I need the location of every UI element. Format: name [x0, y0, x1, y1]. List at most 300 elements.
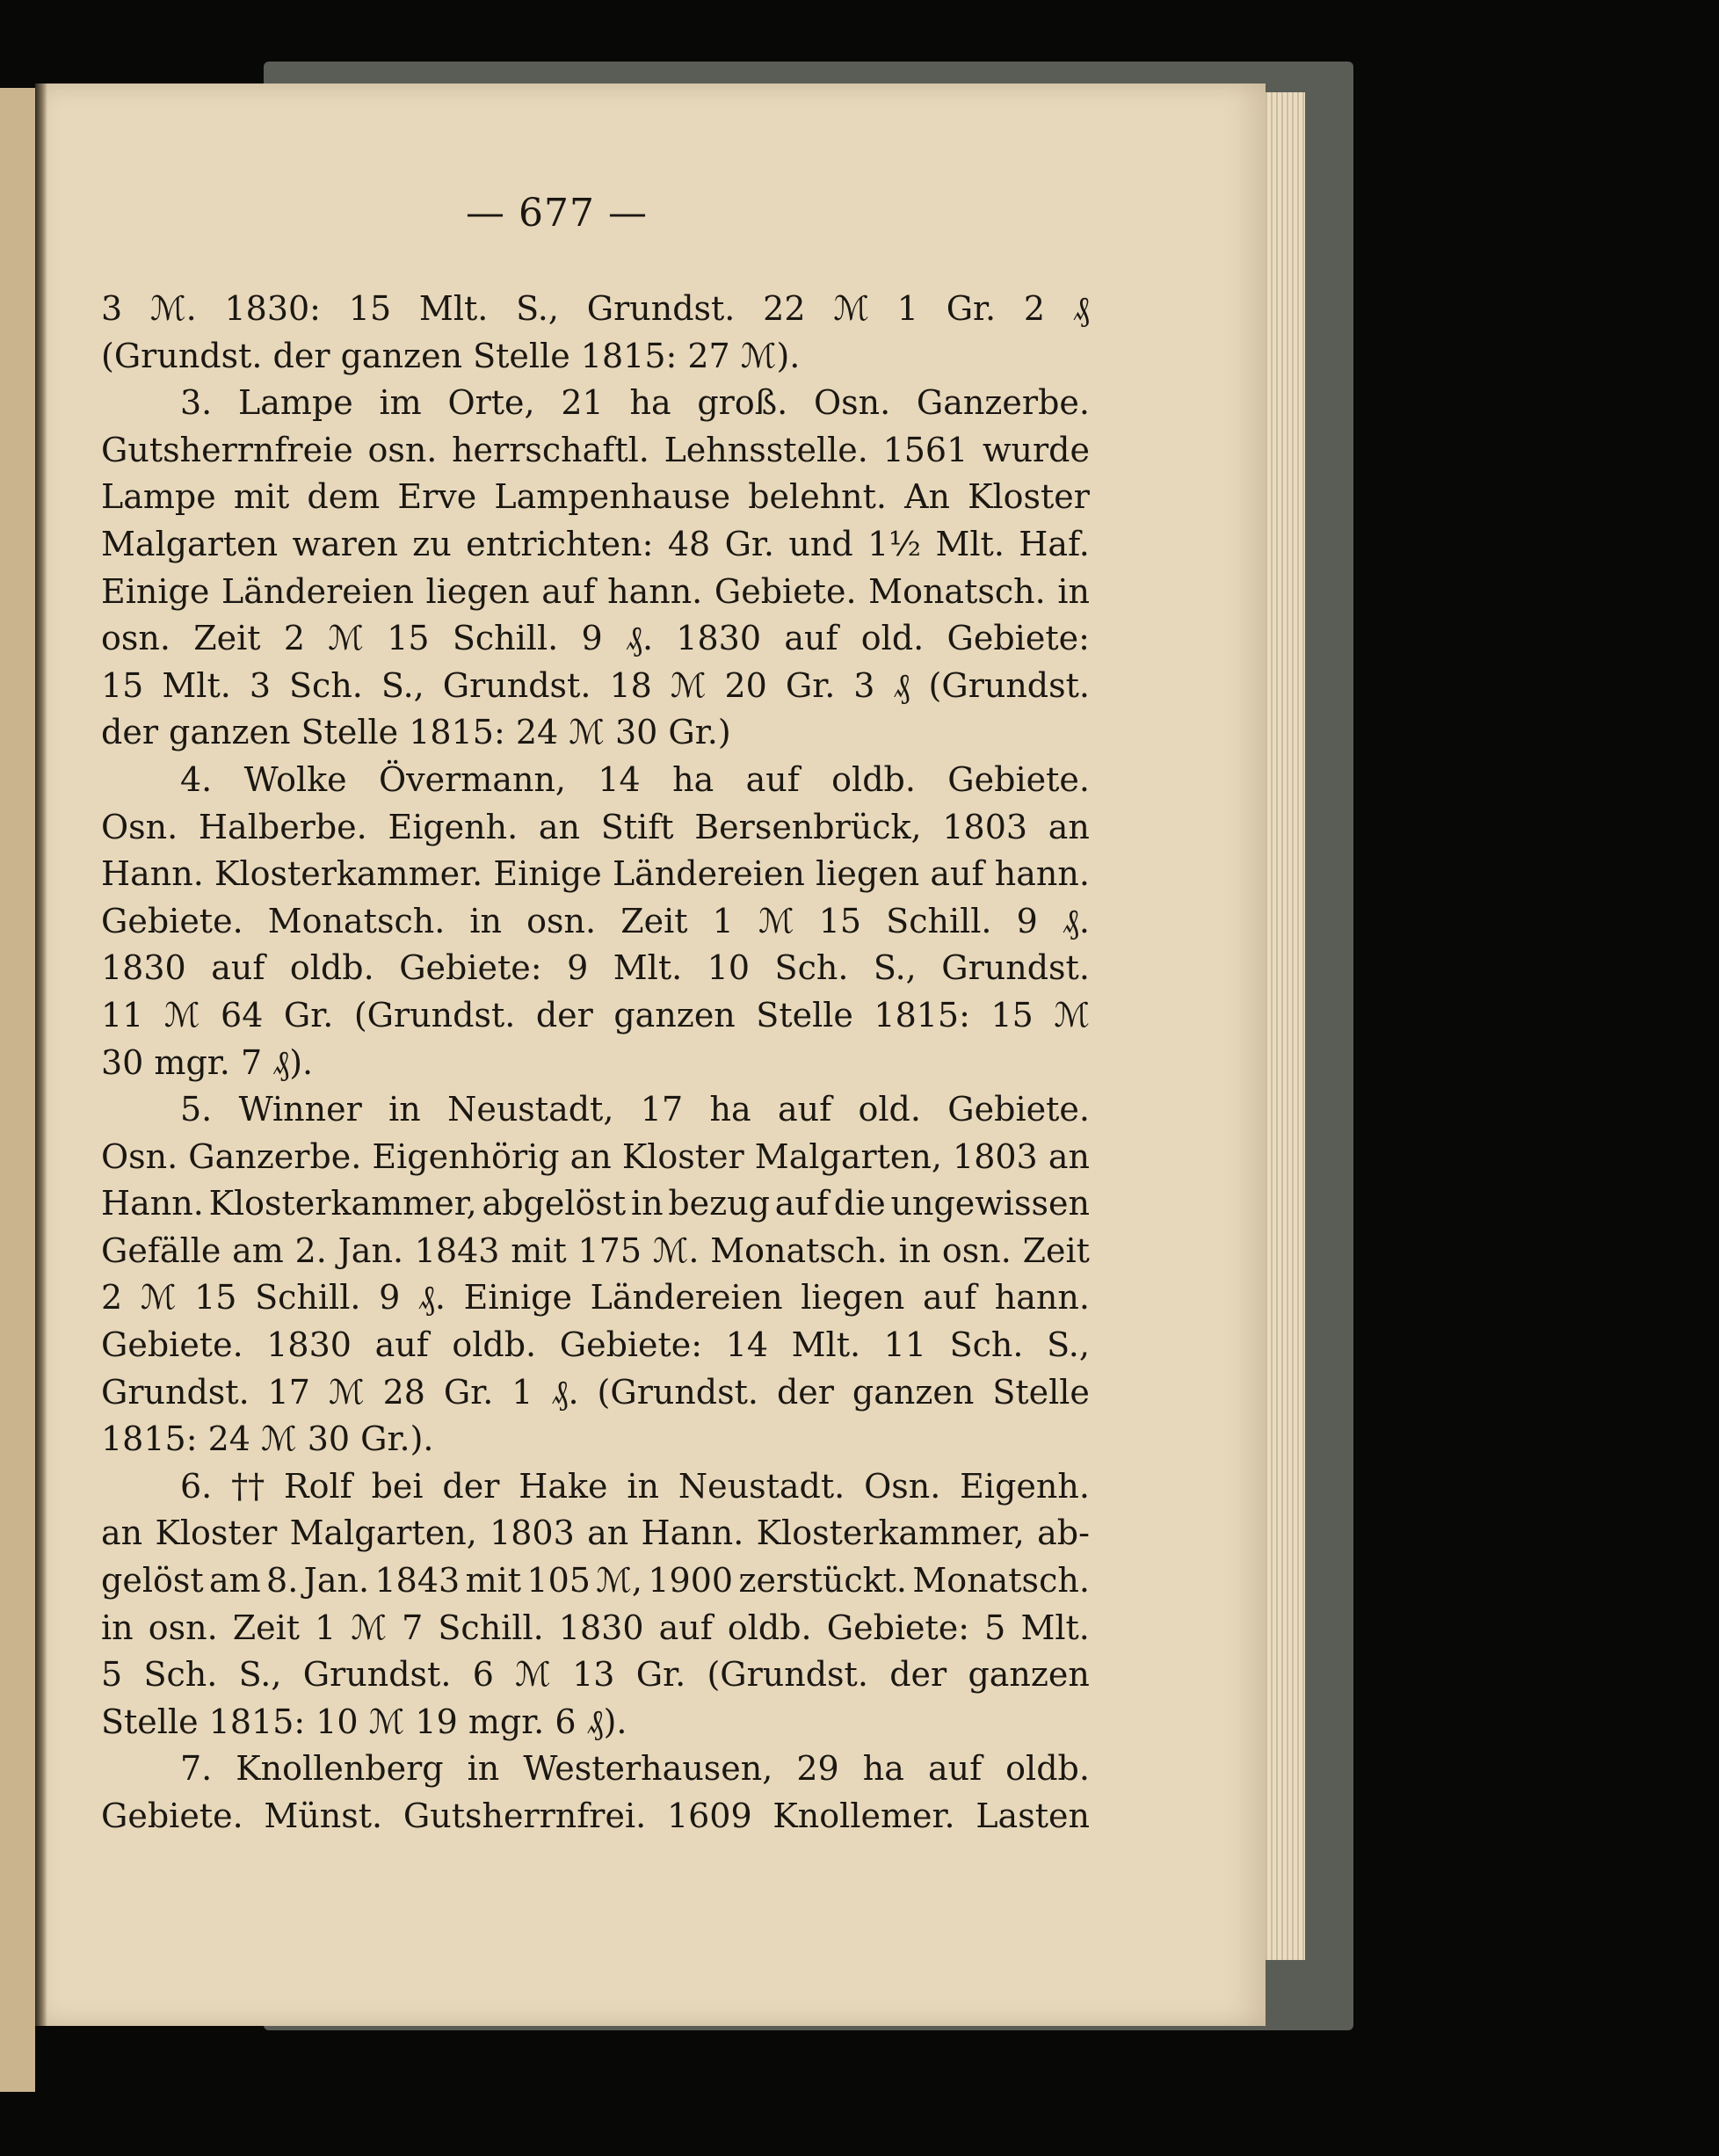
text-word: Sch. — [143, 1655, 218, 1695]
text-word: (Grundst. — [707, 1655, 868, 1695]
text-word: Grundst. — [442, 665, 591, 705]
text-word: Wolke — [243, 759, 347, 799]
text-word: Ländereien — [221, 571, 414, 611]
text-word: Ländereien — [590, 1278, 783, 1318]
text-word: S., — [516, 289, 559, 328]
text-word: ℳ, — [596, 1561, 642, 1601]
text-word: Lampe — [238, 383, 353, 423]
text-line — [101, 663, 1090, 710]
text-word: 2 — [101, 1278, 123, 1318]
text-line — [101, 427, 1090, 475]
text-word: 9 — [1016, 901, 1038, 940]
text-word: herrschaftl. — [452, 430, 649, 469]
text-word: entrichten: — [466, 524, 654, 563]
text-word: Osn. — [864, 1466, 941, 1506]
text-word: an — [587, 1514, 629, 1553]
text-word: Malgarten, — [289, 1514, 477, 1553]
text-word: 5 — [101, 1655, 123, 1695]
text-word: 7. — [180, 1749, 213, 1789]
text-line — [101, 851, 1090, 898]
text-word: (Grundst. — [353, 995, 516, 1034]
text-word: 6 — [472, 1655, 494, 1695]
text-word: 1803 — [953, 1136, 1038, 1176]
text-word: der — [889, 1655, 947, 1695]
text-word: 1803 — [490, 1514, 575, 1553]
text-line — [101, 1510, 1090, 1557]
text-word: Kloster — [155, 1514, 278, 1553]
text-word: 1830 — [676, 619, 762, 658]
text-word: Hake — [519, 1466, 608, 1506]
text-word: 10 — [707, 948, 751, 988]
text-word: Haf. — [1019, 524, 1090, 563]
text-word: ₰. — [625, 619, 654, 658]
text-word: Stift — [600, 807, 674, 846]
text-word: 5. — [180, 1090, 213, 1129]
text-word: ℳ — [328, 1372, 365, 1412]
text-line-content: der ganzen Stelle 1815: 24 ℳ 30 Gr.) — [101, 713, 731, 752]
text-word: Zeit — [620, 901, 688, 940]
text-word: ha — [709, 1090, 751, 1129]
text-word: 1830 — [266, 1325, 352, 1365]
text-line-content: Stelle 1815: 10 ℳ 19 mgr. 6 ₰). — [101, 1702, 627, 1741]
text-word: in — [388, 1090, 421, 1129]
text-word: ₰ — [1072, 289, 1090, 328]
text-line — [101, 1463, 1090, 1511]
text-word: ℳ — [1054, 995, 1090, 1034]
text-word: Gr. — [946, 289, 997, 328]
text-word: 22 — [763, 289, 806, 328]
text-word: 1843 — [414, 1230, 500, 1270]
text-word: ₰. — [551, 1372, 579, 1412]
text-line — [101, 1228, 1090, 1275]
text-word: der — [535, 995, 593, 1034]
text-word: osn. — [367, 430, 438, 469]
text-word: mit — [233, 477, 290, 517]
text-word: An — [904, 477, 951, 517]
text-word: 1843 — [374, 1561, 461, 1601]
text-word: 1 — [511, 1372, 533, 1412]
text-word: liegen — [801, 1278, 905, 1318]
text-word: ℳ — [351, 1608, 388, 1647]
text-word: 3 — [249, 665, 271, 705]
text-word: 15 — [194, 1278, 237, 1318]
page-number: — 677 — — [466, 191, 648, 236]
text-word: ha — [672, 759, 714, 799]
text-word: 9 — [567, 948, 589, 988]
text-word: 15 — [348, 289, 392, 328]
text-word: 15 — [101, 665, 144, 705]
text-word: Westerhausen, — [523, 1749, 773, 1789]
text-line — [101, 474, 1090, 521]
text-line — [101, 1086, 1090, 1134]
text-word: Övermann, — [379, 759, 567, 799]
text-line — [101, 709, 1090, 757]
text-word: auf — [922, 1278, 977, 1318]
text-word: Gebiete. — [101, 901, 243, 940]
text-word: in — [627, 1466, 660, 1506]
text-word: an — [1048, 807, 1090, 846]
text-word: Hann. — [641, 1514, 744, 1553]
text-line — [101, 1746, 1090, 1793]
text-word: hann. — [607, 571, 703, 611]
text-word: osn. — [526, 901, 597, 940]
text-word: Sch. — [949, 1325, 1024, 1365]
text-word: 3 — [101, 289, 123, 328]
text-word: 48 — [667, 524, 711, 563]
text-line — [101, 569, 1090, 616]
text-word: 14 — [725, 1325, 769, 1365]
text-word: 175 — [577, 1230, 642, 1270]
text-word: Mlt. — [162, 665, 231, 705]
text-word: osn. — [148, 1608, 218, 1647]
text-word: Monatsch. — [868, 571, 1046, 611]
body-text — [101, 286, 1090, 1840]
text-word: groß. — [697, 383, 788, 423]
text-word: Einige — [101, 571, 210, 611]
text-line — [101, 757, 1090, 804]
text-word: 5 — [984, 1608, 1006, 1647]
text-word: 15 — [990, 995, 1034, 1034]
text-word: Zeit — [193, 619, 261, 658]
text-word: und — [788, 524, 853, 563]
text-line — [101, 1134, 1090, 1181]
text-word: Gebiete. — [714, 571, 857, 611]
text-word: (Grundst. — [928, 665, 1090, 705]
text-word: osn. — [101, 619, 170, 658]
text-word: Gr. — [724, 524, 775, 563]
text-word: in — [898, 1230, 932, 1270]
text-word: wurde — [983, 430, 1090, 469]
text-word: in — [469, 901, 503, 940]
text-word: Schill. — [886, 901, 992, 940]
text-word: Rolf — [283, 1466, 352, 1506]
text-word: Gefälle — [101, 1230, 221, 1270]
text-word: Kloster — [621, 1136, 744, 1176]
text-word: Lehnsstelle. — [664, 430, 868, 469]
text-line — [101, 1040, 1090, 1087]
text-word: Monatsch. — [710, 1230, 888, 1270]
text-word: in — [1057, 571, 1090, 611]
text-word: ℳ — [328, 619, 364, 658]
text-word: oldb. — [1005, 1749, 1090, 1789]
text-word: 2 — [283, 619, 306, 658]
text-word: Klosterkammer, — [208, 1184, 477, 1223]
text-word: Hann. — [101, 854, 204, 894]
text-word: Ländereien — [612, 854, 805, 894]
text-word: 64 — [221, 995, 264, 1034]
text-word: Lasten — [976, 1797, 1090, 1835]
text-word: gelöst — [101, 1561, 204, 1601]
text-word: 1803 — [942, 807, 1028, 846]
text-word: 13 — [572, 1655, 615, 1695]
text-word: liegen — [816, 854, 920, 894]
text-word: Stelle — [756, 995, 853, 1034]
text-word: old. — [858, 1090, 921, 1129]
text-word: 2 — [1023, 289, 1046, 328]
text-word: abgelöst — [482, 1184, 627, 1223]
text-word: 3. — [180, 383, 213, 423]
text-word: ab- — [1037, 1514, 1090, 1553]
text-word: Gebiete. — [101, 1325, 243, 1365]
text-word: 11 — [883, 1325, 927, 1365]
text-line — [101, 945, 1090, 992]
text-word: Monatsch. — [267, 901, 446, 940]
text-word: 15 — [818, 901, 862, 940]
text-word: Gebiete: — [399, 948, 542, 988]
text-word: Mlt. — [1020, 1608, 1090, 1647]
text-word: S., — [238, 1655, 282, 1695]
text-word: ganzen — [852, 1372, 975, 1412]
text-word: auf — [784, 619, 838, 658]
text-word: 3 — [853, 665, 875, 705]
text-word: auf — [211, 948, 265, 988]
text-word: Monatsch. — [912, 1561, 1090, 1601]
text-word: hann. — [994, 1278, 1090, 1318]
text-word: Gebiete. — [947, 759, 1090, 799]
text-word: Mlt. — [613, 948, 683, 988]
text-word: 9 — [379, 1278, 401, 1318]
text-word: Gebiete: — [559, 1325, 703, 1365]
text-word: osn. — [941, 1230, 1012, 1270]
text-word: in — [467, 1749, 500, 1789]
text-line — [101, 615, 1090, 663]
text-line — [101, 1416, 1090, 1463]
text-word: oldb. — [289, 948, 374, 988]
text-word: Grundst. — [302, 1655, 452, 1695]
text-word: Halberbe. — [198, 807, 367, 846]
text-word: Grundst. — [586, 289, 736, 328]
text-word: bezug — [668, 1184, 770, 1223]
text-word: Gebiete. — [947, 1090, 1090, 1129]
text-word: oldb. — [452, 1325, 537, 1365]
text-word: die — [833, 1184, 886, 1223]
text-word: Osn. — [101, 1136, 178, 1176]
text-word: ₰. — [1062, 901, 1090, 940]
text-word: Eigenhörig — [372, 1136, 560, 1176]
text-word: in — [630, 1184, 664, 1223]
text-word: 1900 — [648, 1561, 734, 1601]
text-word: ha — [629, 383, 671, 423]
text-word: ℳ — [670, 665, 707, 705]
text-word: liegen — [425, 571, 530, 611]
text-line — [101, 333, 1090, 381]
text-word: Stelle — [992, 1372, 1090, 1412]
page-gutter — [35, 83, 47, 2026]
text-word: Mlt. — [418, 289, 489, 328]
text-word: Gebiete. — [101, 1797, 243, 1835]
text-word: mit — [465, 1561, 522, 1601]
text-word: Gr. — [443, 1372, 494, 1412]
book-page — [35, 83, 1266, 2026]
text-word: Hann. — [101, 1184, 204, 1223]
text-word: 8. — [266, 1561, 299, 1601]
text-word: Ganzerbe. — [188, 1136, 362, 1176]
text-word: ℳ — [140, 1278, 177, 1318]
text-word: Lampenhause — [494, 477, 731, 517]
text-word: 17 — [267, 1372, 310, 1412]
text-word: 21 — [561, 383, 604, 423]
facing-page-edge — [0, 88, 35, 2092]
text-line — [101, 1793, 1090, 1840]
text-word: †† — [231, 1466, 265, 1506]
text-line — [101, 804, 1090, 852]
text-word: auf — [745, 759, 800, 799]
text-word: 1 — [896, 289, 918, 328]
text-line — [101, 1180, 1090, 1228]
text-word: Schill. — [255, 1278, 361, 1318]
text-line — [101, 286, 1090, 333]
text-word: Gr. — [635, 1655, 686, 1695]
text-word: 9 — [581, 619, 603, 658]
text-word: 29 — [796, 1749, 839, 1789]
text-line-content: 30 mgr. 7 ₰). — [101, 1042, 314, 1082]
text-word: ℳ — [515, 1655, 551, 1695]
text-word: 105 — [526, 1561, 591, 1601]
text-word: 18 — [609, 665, 652, 705]
text-word: Gutsherrnfreie — [101, 430, 353, 469]
text-word: Gr. — [283, 995, 334, 1034]
text-word: auf — [374, 1325, 429, 1365]
text-word: Malgarten, — [754, 1136, 942, 1176]
text-word: 1815: — [874, 995, 970, 1034]
text-word: auf — [774, 1184, 829, 1223]
text-word: bei — [371, 1466, 424, 1506]
text-line — [101, 521, 1090, 569]
text-word: hann. — [994, 854, 1090, 894]
text-word: Mlt. — [935, 524, 1005, 563]
text-word: 1½ — [867, 524, 922, 563]
text-word: oldb. — [727, 1608, 812, 1647]
text-word: Einige — [493, 854, 602, 894]
text-word: ℳ — [758, 901, 794, 940]
text-word: 1830: — [224, 289, 321, 328]
text-word: auf — [777, 1090, 832, 1129]
text-word: an — [569, 1136, 612, 1176]
text-word: old. — [860, 619, 925, 658]
text-word: S., — [1047, 1325, 1090, 1365]
text-word: auf — [658, 1608, 713, 1647]
text-word: ha — [862, 1749, 904, 1789]
text-line — [101, 1557, 1090, 1605]
text-word: Gutsherrnfrei. — [403, 1797, 647, 1835]
text-line — [101, 1322, 1090, 1369]
text-word: Erve — [397, 477, 477, 517]
text-word: ℳ — [833, 289, 869, 328]
text-word: 1609 — [666, 1797, 752, 1835]
text-word: 7 — [402, 1608, 424, 1647]
text-word: Jan. — [303, 1561, 370, 1601]
text-word: 1830 — [101, 948, 186, 988]
text-word: zu — [412, 524, 452, 563]
text-word: Neustadt. — [678, 1466, 845, 1506]
text-word: Grundst. — [941, 948, 1090, 988]
text-word: 28 — [382, 1372, 425, 1412]
text-line — [101, 1369, 1090, 1417]
text-word: 2. — [294, 1230, 327, 1270]
text-word: 1 — [712, 901, 734, 940]
text-word: Einige — [463, 1278, 572, 1318]
text-word: belehnt. — [748, 477, 887, 517]
text-word: Grundst. — [101, 1372, 250, 1412]
text-word: Schill. — [438, 1608, 544, 1647]
text-line — [101, 898, 1090, 946]
text-word: auf — [541, 571, 596, 611]
text-word: der — [442, 1466, 500, 1506]
text-line-content: 1815: 24 ℳ 30 Gr.). — [101, 1419, 434, 1459]
text-word: mit — [511, 1230, 567, 1270]
text-word: Klosterkammer, — [756, 1514, 1025, 1553]
text-word: 1561 — [882, 430, 968, 469]
text-word: Gr. — [785, 665, 836, 705]
text-word: Knollemer. — [772, 1797, 955, 1835]
text-word: waren — [292, 524, 398, 563]
text-word: Gebiete: — [947, 619, 1090, 658]
text-word: ungewissen — [890, 1184, 1090, 1223]
text-word: an — [538, 807, 581, 846]
text-word: Winner — [238, 1090, 362, 1129]
text-word: 6. — [180, 1466, 213, 1506]
text-word: Gebiete: — [826, 1608, 970, 1647]
text-word: 1 — [315, 1608, 337, 1647]
text-word: (Grundst. — [597, 1372, 758, 1412]
text-word: 1830 — [558, 1608, 644, 1647]
text-word: Kloster — [968, 477, 1090, 517]
text-word: an — [1048, 1136, 1090, 1176]
text-line — [101, 1699, 1090, 1746]
text-word: Neustadt, — [447, 1090, 614, 1129]
text-line-content: (Grundst. der ganzen Stelle 1815: 27 ℳ). — [101, 336, 801, 375]
text-word: S., — [381, 665, 424, 705]
text-line — [101, 1651, 1090, 1699]
text-line — [101, 1274, 1090, 1322]
text-word: Bersenbrück, — [694, 807, 922, 846]
text-word: Ganzerbe. — [916, 383, 1090, 423]
text-word: Jan. — [337, 1230, 404, 1270]
text-word: ℳ. — [652, 1230, 700, 1270]
text-line — [101, 1605, 1090, 1652]
text-word: Malgarten — [101, 524, 279, 563]
text-word: am — [232, 1230, 284, 1270]
text-word: ganzen — [968, 1655, 1090, 1695]
text-line — [101, 380, 1090, 427]
text-word: 20 — [724, 665, 767, 705]
text-word: ℳ. — [149, 289, 197, 328]
text-word: Zeit — [232, 1608, 301, 1647]
text-word: 14 — [598, 759, 641, 799]
text-word: Sch. — [289, 665, 363, 705]
text-word: Eigenh. — [960, 1466, 1090, 1506]
text-word: ℳ — [163, 995, 200, 1034]
text-word: Mlt. — [791, 1325, 861, 1365]
text-word: Knollenberg — [236, 1749, 444, 1789]
text-word: zerstückt. — [738, 1561, 908, 1601]
text-word: an — [101, 1514, 143, 1553]
text-word: Schill. — [452, 619, 559, 658]
text-word: Eigenh. — [388, 807, 519, 846]
text-word: Sch. — [774, 948, 849, 988]
text-word: Lampe — [101, 477, 216, 517]
text-word: Klosterkammer. — [214, 854, 483, 894]
text-word: oldb. — [831, 759, 916, 799]
text-word: auf — [930, 854, 984, 894]
text-word: dem — [307, 477, 381, 517]
text-word: Orte, — [447, 383, 535, 423]
text-word: Osn. — [813, 383, 891, 423]
text-word: S., — [873, 948, 917, 988]
text-line — [101, 992, 1090, 1040]
text-word: 15 — [387, 619, 430, 658]
text-word: in — [101, 1608, 134, 1647]
